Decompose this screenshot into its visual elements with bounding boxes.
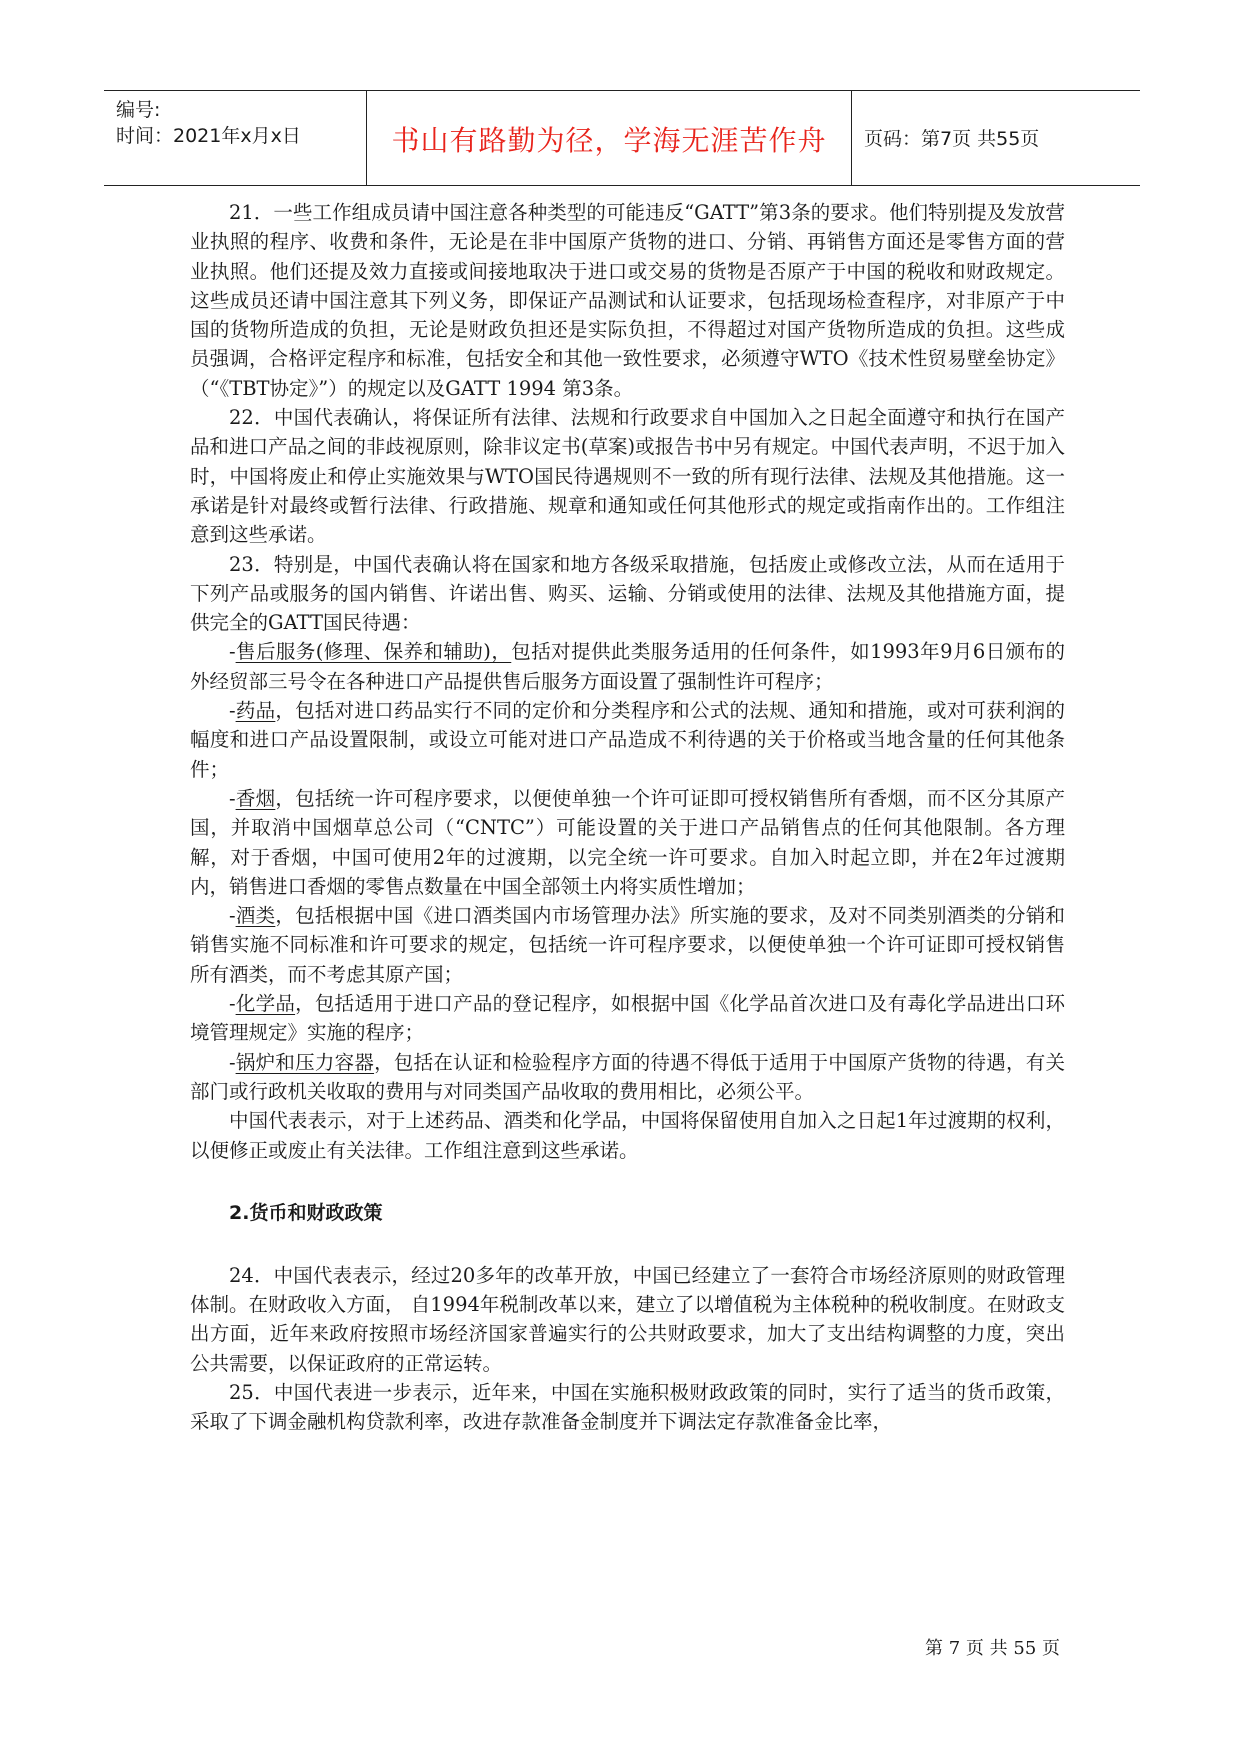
header-motto-cell	[366, 91, 852, 185]
item-term: 药品	[235, 699, 276, 723]
paragraph-21: 21．一些工作组成员请中国注意各种类型的可能违反“GATT”第3条的要求。他们特别提及发放营业执照的程序、收费和条件，无论是在非中国原产货物的进口、分销、再销售方面还是零售方面的营业执照。他们还提及效力直接或间接地取决于进口或交易的货物是否原产于中国的税收和财政规定。这些成员还请中国注意其下列义务，即保证产品测试和认证要求，包括现场检查程序，对非原产于中国的货物所造成的负担，无论是财政负担还是实际负担，不得超过对国产货物所造成的负担。这些成员强调，合格评定程序和标准，包括安全和其他一致性要求，必须遵守WTO《技术性贸易壁垒协定》（“《TBT协定》”）的规定以及GATT 1994 第3条。	[190, 201, 1065, 400]
paragraph-23: 23．特别是，中国代表确认将在国家和地方各级采取措施，包括废止或修改立法，从而在适用于下列产品或服务的国内销售、许诺出售、购买、运输、分销或使用的法律、法规及其他措施方面，提供完全的GATT国民待遇：	[190, 552, 1065, 635]
motto: 书山有路勤为径，学海无涯苦作舟	[391, 124, 827, 157]
list-item: -化学品，包括适用于进口产品的登记程序，如根据中国《化学品首次进口及有毒化学品进出口环境管理规定》实施的程序；	[190, 992, 1065, 1045]
list-item: -酒类，包括根据中国《进口酒类国内市场管理办法》所实施的要求，及对不同类别酒类的分销和销售实施不同标准和许可要求的规定，包括统一许可程序要求，以便使单独一个许可证即可授权销售所有酒类，而不考虑其原产国；	[190, 904, 1065, 986]
time-label: 时间：2021年x月x日	[116, 125, 301, 147]
header-page-cell	[852, 91, 1140, 185]
paragraph-25: 25．中国代表进一步表示，近年来，中国在实施积极财政政策的同时，实行了适当的货币政策，采取了下调金融机构贷款利率，改进存款准备金制度并下调法定存款准备金比率，	[190, 1380, 1065, 1434]
item-term: 香烟	[235, 786, 276, 810]
item-term: 售后服务(修理、保养和辅助)，	[235, 640, 512, 664]
section-heading: 2.货币和财政政策	[229, 1201, 383, 1224]
page-code: 页码：第7页 共55页	[864, 128, 1040, 150]
item-term: 酒类	[235, 904, 276, 928]
list-item: -售后服务(修理、保养和辅助)，包括对提供此类服务适用的任何条件，如1993年9月6日颁布的外经贸部三号令在各种进口产品提供售后服务方面设置了强制性许可程序；	[190, 640, 1065, 693]
list-item: -药品，包括对进口药品实行不同的定价和分类程序和公式的法规、通知和措施，或对可获利润的幅度和进口产品设置限制，或设立可能对进口产品造成不利待遇的关于价格或当地含量的任何其他条件；	[190, 699, 1065, 781]
paragraph-24: 24．中国代表表示，经过20多年的改革开放，中国已经建立了一套符合市场经济原则的财政管理体制。在财政收入方面， 自1994年税制改革以来，建立了以增值税为主体税种的税收制度。在财政支出方面，近年来政府按照市场经济国家普遍实行的公共财政要求，加大了支出结构调整的力度，突出公共需要，以保证政府的正常运转。	[190, 1263, 1065, 1375]
paragraph-22: 22．中国代表确认，将保证所有法律、法规和行政要求自中国加入之日起全面遵守和执行在国产品和进口产品之间的非歧视原则，除非议定书(草案)或报告书中另有规定。中国代表声明，不迟于加入时，中国将废止和停止实施效果与WTO国民待遇规则不一致的所有现行法律、法规及其他措施。这一承诺是针对最终或暂行法律、行政措施、规章和通知或任何其他形式的规定或指南作出的。工作组注意到这些承诺。	[190, 406, 1065, 547]
item-term: 化学品	[235, 992, 296, 1016]
header-meta-cell	[104, 91, 366, 185]
page-footer: 第 7 页 共 55 页	[925, 1638, 1060, 1659]
number-label: 编号:	[116, 99, 161, 121]
page-header	[104, 90, 1140, 186]
paragraph-23-conclusion: 中国代表表示，对于上述药品、酒类和化学品，中国将保留使用自加入之日起1年过渡期的权利，以便修正或废止有关法律。工作组注意到这些承诺。	[190, 1109, 1065, 1162]
document-body	[190, 198, 1065, 1437]
list-item: -锅炉和压力容器，包括在认证和检验程序方面的待遇不得低于适用于中国原产货物的待遇，有关部门或行政机关收取的费用与对同类国产品收取的费用相比，必须公平。	[190, 1050, 1065, 1103]
item-term: 锅炉和压力容器	[235, 1050, 375, 1074]
list-item: -香烟，包括统一许可程序要求，以便使单独一个许可证即可授权销售所有香烟，而不区分其原产国，并取消中国烟草总公司（“CNTC”）可能设置的关于进口产品销售点的任何其他限制。各方理解，对于香烟，中国可使用2年的过渡期，以完全统一许可要求。自加入时起立即，并在2年过渡期内，销售进口香烟的零售点数量在中国全部领土内将实质性增加；	[190, 786, 1065, 898]
